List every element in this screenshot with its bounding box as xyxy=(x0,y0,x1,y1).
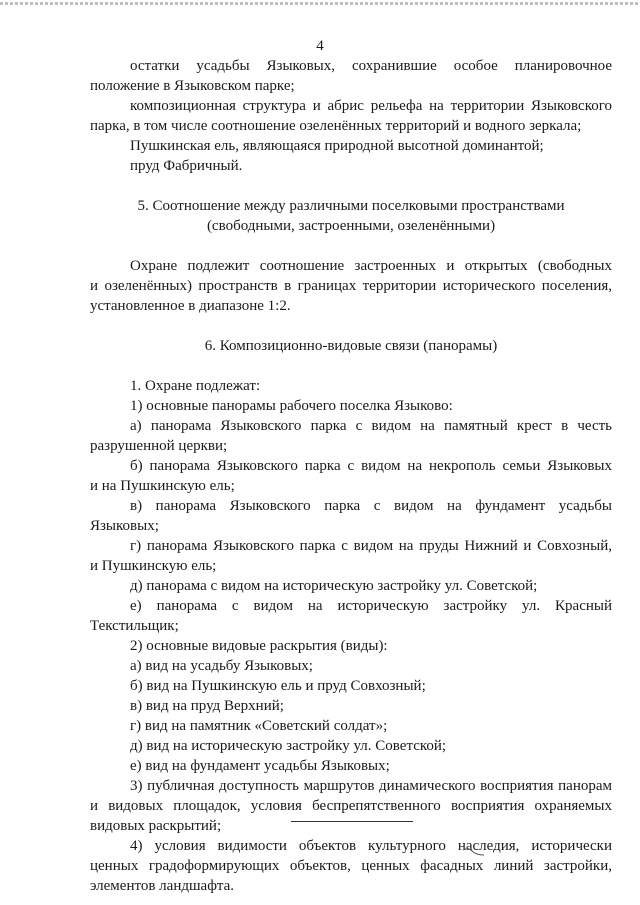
pen-mark xyxy=(462,846,486,858)
paragraph-line: положение в Языковском парке; xyxy=(90,78,295,94)
list-item: д) панорама с видом на историческую застройку ул. Советской; xyxy=(130,578,538,594)
paragraph-line: 4) условия видимости объектов культурного наследия, исторически xyxy=(130,838,612,854)
list-item: б) вид на Пушкинскую ель и пруд Совхозный; xyxy=(130,678,426,694)
list-item: б) панорама Языковского парка с видом на некрополь семьи Языковых xyxy=(130,458,612,474)
page-number: 4 xyxy=(316,38,324,54)
section-heading: 6. Композиционно-видовые связи (панорамы) xyxy=(204,338,498,354)
paragraph-line: видовых раскрытий; xyxy=(90,818,222,834)
section-heading: (свободными, застроенными, озеленёнными) xyxy=(206,218,496,234)
list-item: и Пушкинскую ель; xyxy=(90,558,217,574)
paragraph-line: остатки усадьбы Языковых, сохранившие особое планировочное xyxy=(130,58,612,74)
paragraph-line: Охране подлежит соотношение застроенных и открытых (свободных xyxy=(130,258,612,274)
list-item: е) вид на фундамент усадьбы Языковых; xyxy=(130,758,390,774)
list-item: а) вид на усадьбу Языковых; xyxy=(130,658,313,674)
section-heading: 5. Соотношение между различными поселковыми пространствами xyxy=(137,198,565,214)
list-item: д) вид на историческую застройку ул. Советской; xyxy=(130,738,447,754)
list-item: в) панорама Языковского парка с видом на фундамент усадьбы xyxy=(130,498,612,514)
paragraph-line: и видовых площадок, условия беспрепятственного восприятия охраняемых xyxy=(90,798,612,814)
paragraph-line: 3) публичная доступность маршрутов динамического восприятия панорам xyxy=(130,778,612,794)
list-item: а) панорама Языковского парка с видом на памятный крест в честь xyxy=(130,418,612,434)
paragraph-line: композиционная структура и абрис рельефа на территории Языковского xyxy=(130,98,612,114)
closing-rule xyxy=(291,821,413,822)
list-item: г) панорама Языковского парка с видом на пруды Нижний и Совхозный, xyxy=(130,538,612,554)
scan-edge-line xyxy=(0,2,640,5)
list-item: г) вид на памятник «Советский солдат»; xyxy=(130,718,388,734)
paragraph-line: элементов ландшафта. xyxy=(90,878,235,894)
list-item: и на Пушкинскую ель; xyxy=(90,478,235,494)
list-item: разрушенной церкви; xyxy=(90,438,228,454)
list-item: в) вид на пруд Верхний; xyxy=(130,698,284,714)
paragraph-line: парка, в том числе соотношение озеленённых территорий и водного зеркала; xyxy=(90,118,582,134)
paragraph-line: 1) основные панорамы рабочего поселка Языково: xyxy=(130,398,453,414)
paragraph-line: ценных градоформирующих объектов, ценных фасадных линий застройки, xyxy=(90,858,612,874)
paragraph-line: и озеленённых) пространств в границах территории исторического поселения, xyxy=(90,278,612,294)
list-item: Текстильщик; xyxy=(90,618,179,634)
paragraph-line: пруд Фабричный. xyxy=(130,158,243,174)
list-item: е) панорама с видом на историческую застройку ул. Красный xyxy=(130,598,612,614)
paragraph-line: установленное в диапазоне 1:2. xyxy=(90,298,291,314)
document-body xyxy=(90,56,612,896)
paragraph-line: 1. Охране подлежат: xyxy=(130,378,261,394)
paragraph-line: 2) основные видовые раскрытия (виды): xyxy=(130,638,388,654)
list-item: Языковых; xyxy=(90,518,159,534)
paragraph-line: Пушкинская ель, являющаяся природной высотной доминантой; xyxy=(130,138,544,154)
